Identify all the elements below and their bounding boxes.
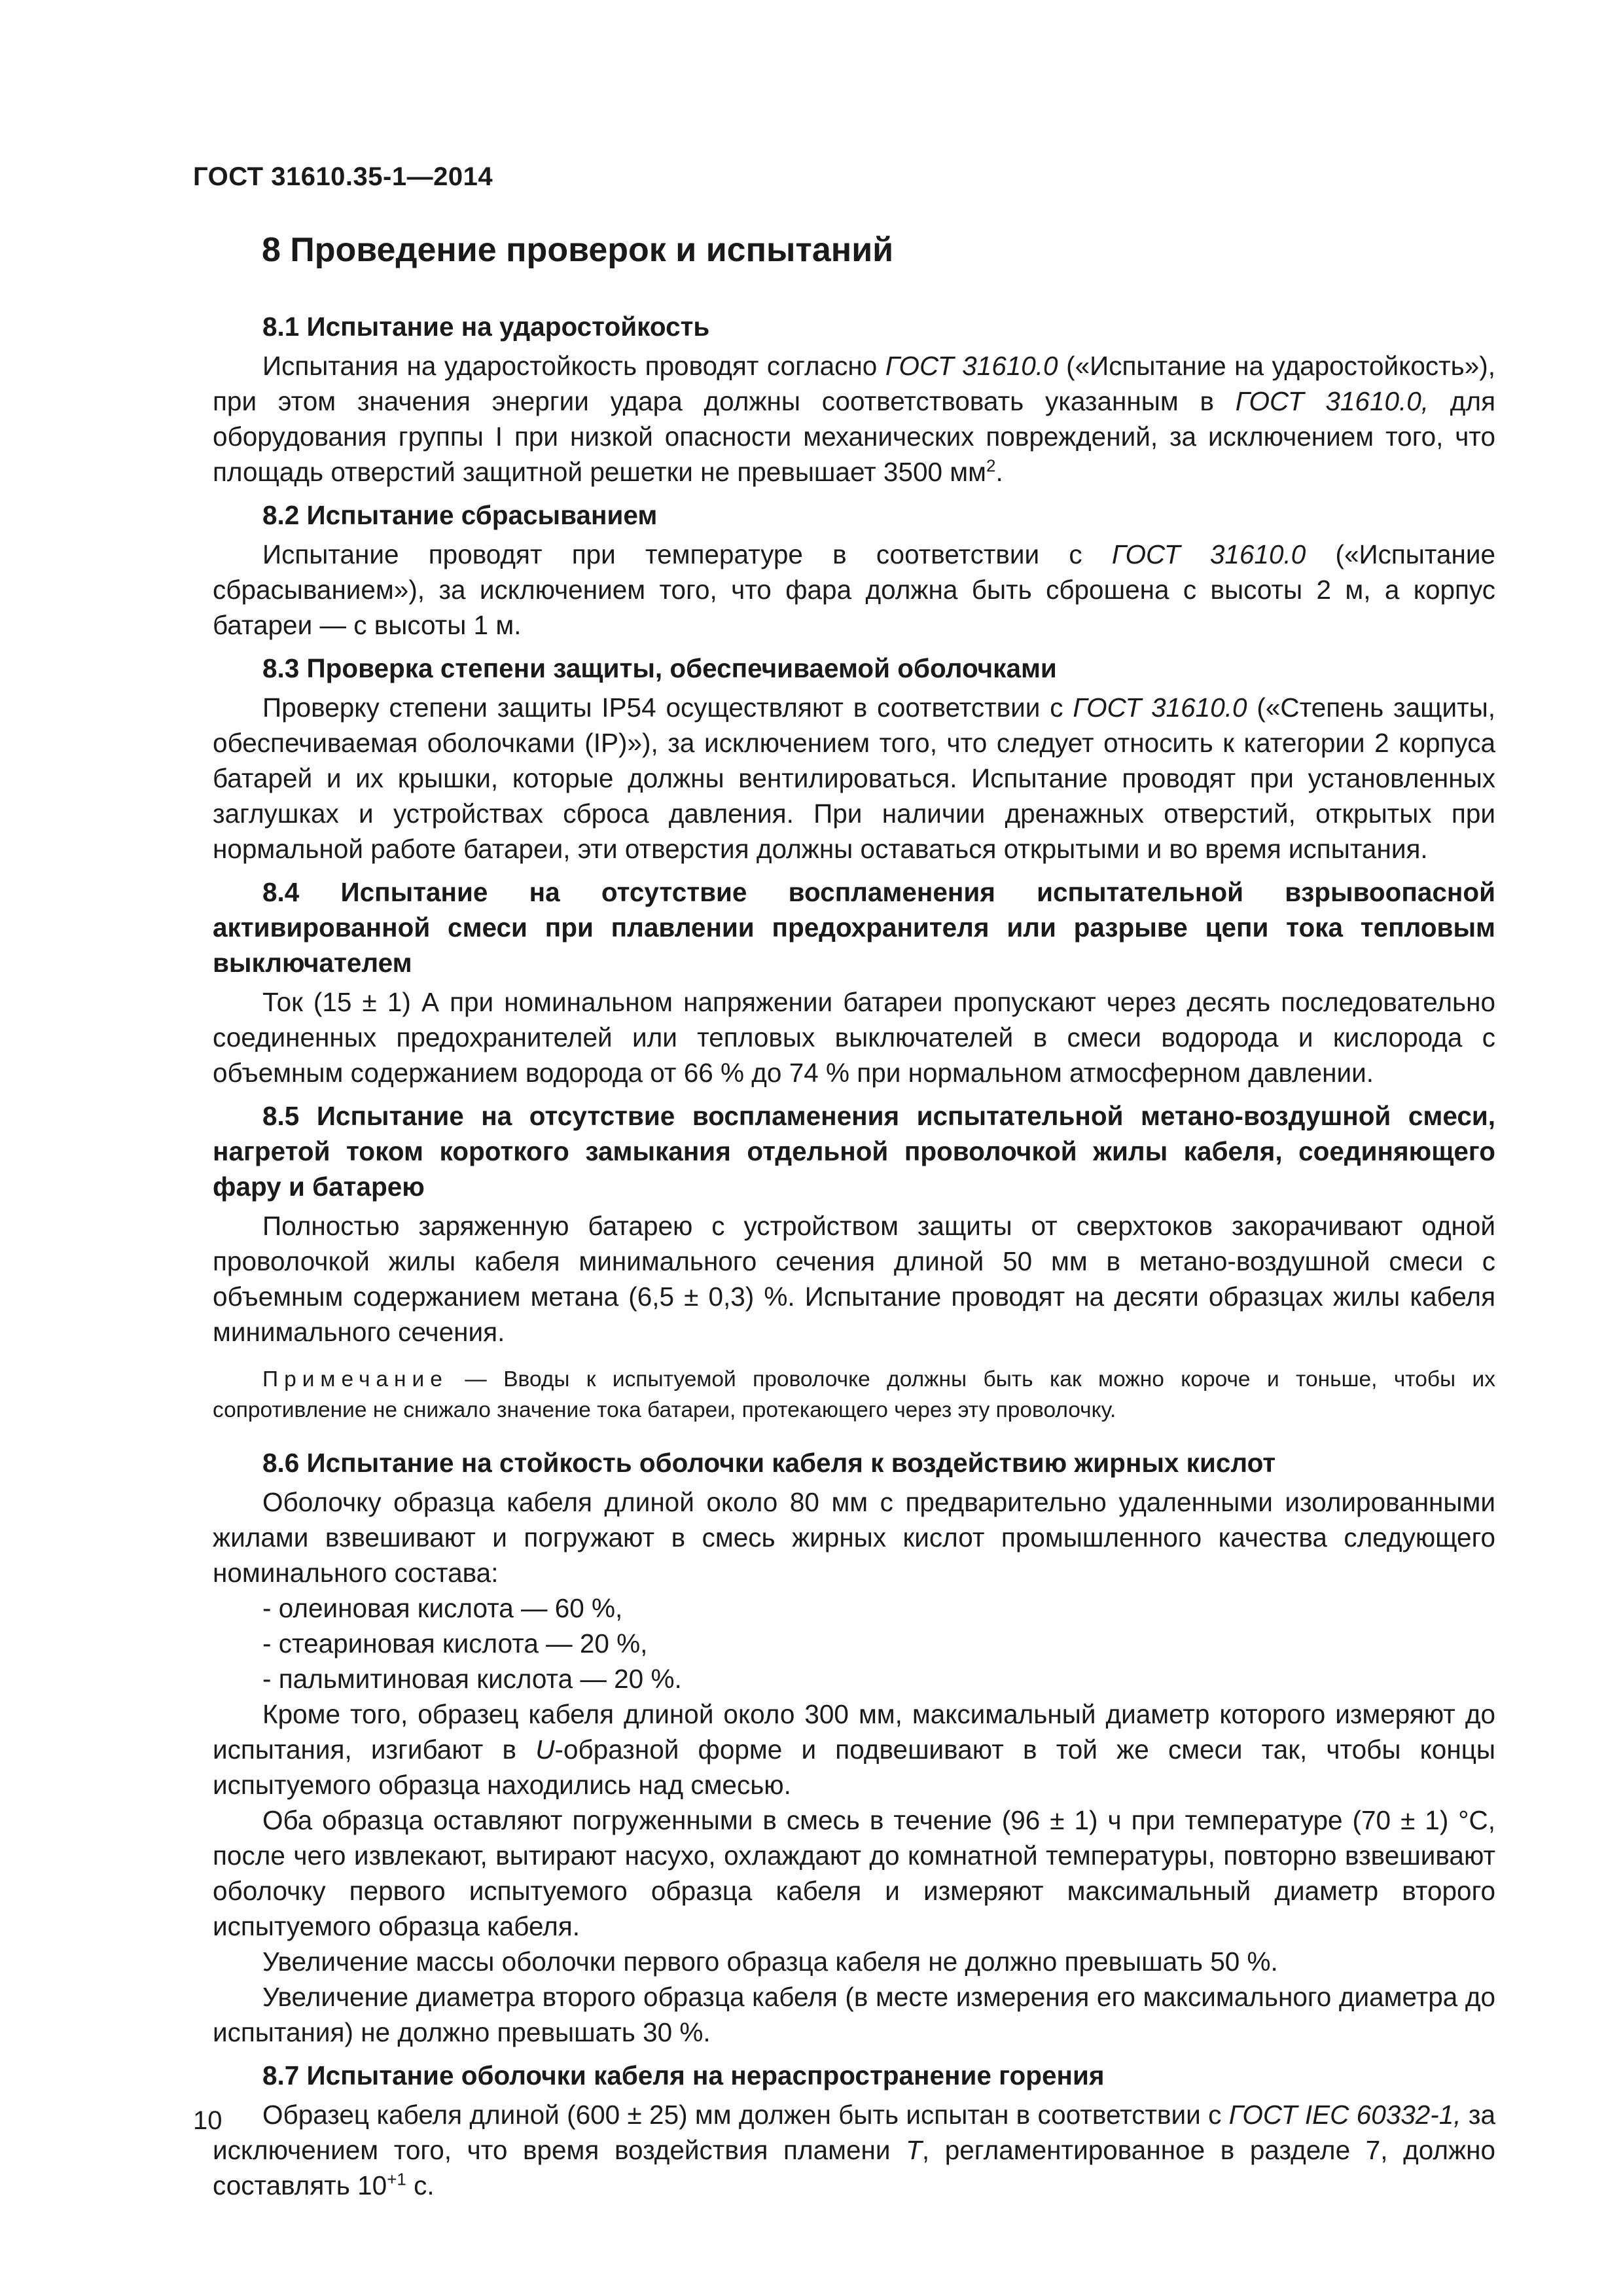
section-title: 8 Проведение проверок и испытаний xyxy=(262,231,894,269)
subsection-8-2-title: 8.2 Испытание сбрасыванием xyxy=(262,500,658,530)
page-number: 10 xyxy=(193,2106,223,2135)
gost-reference: ГОСТ 31610.0 xyxy=(1073,692,1247,723)
subsection-8-4-text: Ток (15 ± 1) А при номинальном напряжении батареи пропускают через десять последовательно соединенных предохранителей или тепловых выключателей в смеси водорода и кислорода с объемным содержанием водорода от 66 % до 74 % при нормальном атмосферном давлении. xyxy=(213,987,1495,1088)
list-item: - пальмитиновая кислота — 20 %. xyxy=(262,1664,682,1694)
subsection-8-6-title: 8.6 Испытание на стойкость оболочки кабеля к воздействию жирных кислот xyxy=(262,1448,1276,1478)
subsection-8-6-text-2: Кроме того, образец кабеля длиной около 300 мм, максимальный диаметр которого измеряют до испытания, изгибают в U-образной форме и подвешивают в той же смеси так, чтобы концы испытуемого образца находились над смесью. xyxy=(213,1699,1495,1800)
gost-reference: ГОСТ 31610.0, xyxy=(1235,386,1429,416)
subsection-8-3-title: 8.3 Проверка степени защиты, обеспечиваемой оболочками xyxy=(262,653,1057,683)
subsection-8-1-title: 8.1 Испытание на ударостойкость xyxy=(262,312,710,342)
subsection-8-3-text: Проверку степени защиты IP54 осуществляют в соответствии с ГОСТ 31610.0 («Степень защиты, обеспечиваемая оболочками (IP)»), за исключением того, что следует относить к категории 2 корпуса батарей и их крышки, которые должны вентилироваться. Испытание проводят при установленных заглушках и устройствах сброса давления. При наличии дренажных отверстий, открытых при нормальной работе батареи, эти отверстия должны оставаться открытыми и во время испытания. xyxy=(213,692,1495,864)
list-item: - олеиновая кислота — 60 %, xyxy=(262,1593,623,1623)
subsection-8-7-title: 8.7 Испытание оболочки кабеля на нераспространение горения xyxy=(262,2060,1105,2090)
subsection-8-7-text: Образец кабеля длиной (600 ± 25) мм должен быть испытан в соответствии с ГОСТ IEC 60332-1, за исключением того, что время воздействия пламени Т, регламентированное в разделе 7, должно составлять $10^{+1}$ с. xyxy=(213,2100,1495,2200)
note-label: Примечание xyxy=(262,1367,448,1391)
list-item: - стеариновая кислота — 20 %, xyxy=(262,1628,648,1659)
subsection-8-6-text-3: Оба образца оставляют погруженными в смесь в течение (96 ± 1) ч при температуре (70 ± 1) °С, после чего извлекают, вытирают насухо, охлаждают до комнатной температуры, повторно взвешивают оболочку первого испытуемого образца кабеля и измеряют максимальный диаметр второго испытуемого образца кабеля. xyxy=(213,1805,1495,1941)
gost-reference: ГОСТ 31610.0 xyxy=(1111,539,1306,569)
note: Примечание — Вводы к испытуемой проволочке должны быть как можно короче и тоньше, чтобы их сопротивление не снижало значение тока батареи, протекающего через эту проволочку. xyxy=(213,1367,1495,1422)
subsection-8-6-text: Оболочку образца кабеля длиной около 80 мм с предварительно удаленными изолированными жилами взвешивают и погружают в смесь жирных кислот промышленного качества следующего номинального состава: xyxy=(213,1487,1495,1588)
subsection-8-6-text-4: Увеличение массы оболочки первого образца кабеля не должно превышать 50 %. xyxy=(262,1946,1278,1977)
gost-reference: ГОСТ IEC 60332-1, xyxy=(1228,2100,1461,2130)
subsection-8-1-text: Испытания на ударостойкость проводят согласно ГОСТ 31610.0 («Испытание на ударостойкость»), при этом значения энергии удара должны соответствовать указанным в ГОСТ 31610.0, для оборудования группы I при низкой опасности механических повреждений, за исключением того, что площадь отверстий защитной решетки не превышает 3500 $мм^2$. xyxy=(213,351,1496,487)
subsection-8-2-text: Испытание проводят при температуре в соответствии с ГОСТ 31610.0 («Испытание сбрасыванием»), за исключением того, что фара должна быть сброшена с высоты 2 м, а корпус батареи — с высоты 1 м. xyxy=(213,539,1495,640)
gost-reference: ГОСТ 31610.0 xyxy=(885,351,1058,381)
subsection-8-4-title: 8.4 Испытание на отсутствие воспламенения испытательной взрывоопасной активированной смеси при плавлении предохранителя или разрыве цепи тока тепловым выключателем xyxy=(213,877,1495,978)
subsection-8-5-text: Полностью заряженную батарею с устройством защиты от сверхтоков закорачивают одной проволочкой жилы кабеля минимального сечения длиной 50 мм в метано-воздушной смеси с объемным содержанием метана (6,5 ± 0,3) %. Испытание проводят на десяти образцах жилы кабеля минимального сечения. xyxy=(213,1211,1495,1347)
document-code: ГОСТ 31610.35-1—2014 xyxy=(193,162,493,191)
subsection-8-5-title: 8.5 Испытание на отсутствие воспламенения испытательной метано-воздушной смеси, нагретой током короткого замыкания отдельной проволочкой жилы кабеля, соединяющего фару и батарею xyxy=(213,1101,1495,1202)
document-body xyxy=(213,301,1495,2203)
subsection-8-6-text-5: Увеличение диаметра второго образца кабеля (в месте измерения его максимального диаметра до испытания) не должно превышать 30 %. xyxy=(213,1982,1495,2047)
